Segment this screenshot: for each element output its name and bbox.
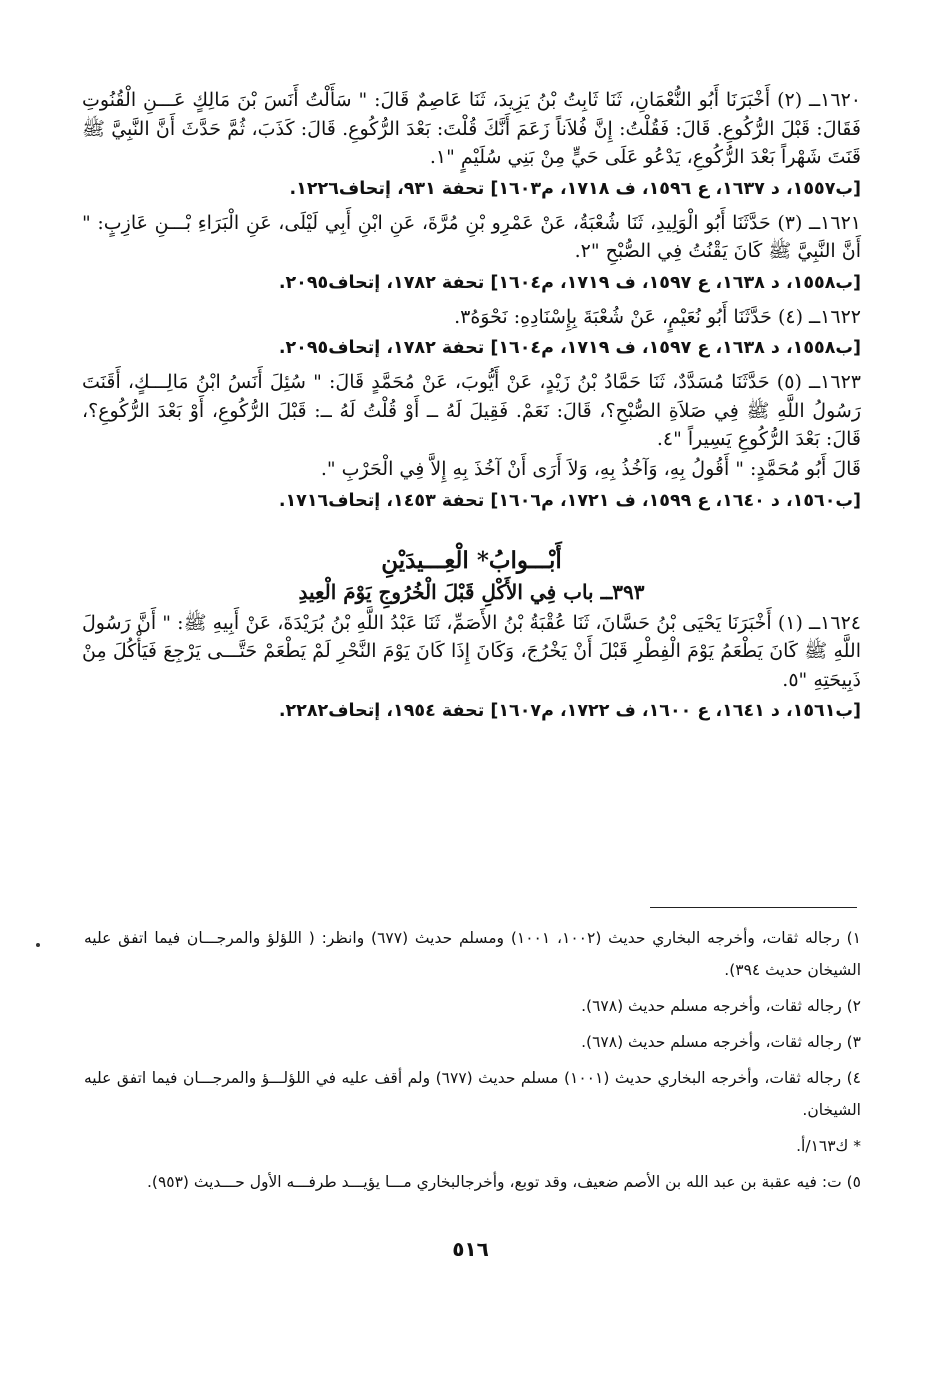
- footnotes: [84, 922, 861, 1202]
- hadith-1624-text: ١٦٢٤ــ (١) أَخْبَرَنَا يَحْيَى بْنُ حَسَّانَ، ثَنَا عُقْبَةُ بْنُ الأَصَمِّ، ثَنَا عَبْدُ اللَّهِ بْنُ بُرَيْدَةَ، عَنْ أَبِيهِ ﷺ: " أَنَّ رَسُولَ اللَّهِ ﷺ كَانَ يَطْعَمُ يَوْمَ الْفِطْرِ قَبْلَ أَنْ يَخْرُجَ، وَكَانَ إِذَا كَانَ يَوْمَ النَّحْرِ لَمْ يَطْعَمْ حَتَّـــى يَرْجِعَ فَيَأْكُلَ مِنْ ذَبِيحَتِهِ "٥.: [82, 611, 861, 691]
- hadith-1622-text: ١٦٢٢ــ (٤) حَدَّثَنَا أَبُو نُعَيْمٍ، عَنْ شُعْبَةَ بِإِسْنَادِهِ: نَحْوَهُ٣.: [454, 305, 861, 328]
- hadith-1620-text: ١٦٢٠ــ (٢) أَخْبَرَنَا أَبُو النُّعْمَانِ، ثَنَا ثَابِتُ بْنُ يَزِيدَ، ثَنَا عَاصِمٌ قَالَ: " سَأَلْتُ أَنَسَ بْنَ مَالِكٍ عَـــنِ الْقُنُوتِ فَقَالَ: قَبْلَ الرُّكُوعِ. قَالَ: فَقُلْتُ: إِنَّ فُلاَناً زَعَمَ أَنَّكَ قُلْتَ: بَعْدَ الرُّكُوعِ. قَالَ: كَذَبَ، ثُمَّ حَدَّثَ أَنَّ النَّبِيَّ ﷺ قَنَتَ شَهْراً بَعْدَ الرُّكُوعِ، يَدْعُو عَلَى حَيٍّ مِنْ بَنِي سُلَيْمٍ "١.: [82, 89, 861, 168]
- page-number: ٥١٦: [452, 1237, 489, 1261]
- scan-speck: [36, 943, 40, 947]
- footnote-manuscript-note: * ك١٦٣/أ.: [796, 1137, 861, 1155]
- hadith-1620-references: [ب١٥٥٧، د ١٦٣٧، ع ١٥٩٦، ف ١٧١٨، م١٦٠٣] تحفة ٩٣١، إتحاف١٢٢٦.: [289, 178, 861, 199]
- hadith-1623-text: ١٦٢٣ــ (٥) حَدَّثَنَا مُسَدَّدٌ، ثَنَا حَمَّادُ بْنُ زَيْدٍ، عَنْ أَيُّوبَ، عَنْ مُحَمَّدٍ قَالَ: " سُئِلَ أَنَسُ ابْنُ مَالِـــكٍ، أَقَنَتَ رَسُولُ اللَّهِ ﷺ فِي صَلاَةِ الصُّبْحِ؟، قَالَ: نَعَمْ. فَقِيلَ لَهُ ــ أَوْ قُلْتُ لَهُ ــ: قَبْلَ الرُّكُوعِ، أَوْ بَعْدَ الرُّكُوعِ؟، قَالَ: بَعْدَ الرُّكُوعِ يَسِيراً "٤.: [82, 371, 861, 450]
- chapter-title: أَبْـــوابُ* الْعِـــيدَيْنِ: [381, 546, 562, 574]
- hadith-1623-references: [ب١٥٦٠، د ١٦٤٠، ع ١٥٩٩، ف ١٧٢١، م١٦٠٦] تحفة ١٤٥٣، إتحاف١٧١٦.: [278, 490, 861, 511]
- section-title: ٣٩٣ــ باب فِي الأَكْلِ قَبْلَ الْخُرُوجِ يَوْمَ الْعِيدِ: [298, 579, 645, 604]
- footnote-2: ٢) رجاله ثقات، وأخرجه مسلم حديث (٦٧٨).: [581, 997, 861, 1015]
- hadith-1624-references: [ب١٥٦١، د ١٦٤١، ع ١٦٠٠، ف ١٧٢٢، م١٦٠٧] تحفة ١٩٥٤، إتحاف٢٢٨٢.: [278, 701, 861, 721]
- footnote-1: ١) رجاله ثقات، وأخرجه البخاري حديث (١٠٠٢، ١٠٠١) ومسلم حديث (٦٧٧) وانظر: ( اللؤلؤ والمرجـــان فيما اتفق عليه الشيخان حديث ٣٩٤).: [84, 929, 861, 979]
- footnote-separator: [650, 907, 857, 908]
- hadith-1623-comment: قَالَ أَبُو مُحَمَّدٍ: " أَقُولُ بِهِ، وَآخُذُ بِهِ، وَلاَ أَرَى أَنْ آخُذَ بِهِ إِلاَّ فِي الْحَرْبِ ".: [320, 458, 861, 480]
- footnote-4: ٤) رجاله ثقات، وأخرجه البخاري حديث (١٠٠١) مسلم حديث (٦٧٧) ولم أقف عليه في اللؤلـــؤ والمرجـــان فيما اتفق عليه الشيخان.: [84, 1069, 861, 1119]
- footnote-3: ٣) رجاله ثقات، وأخرجه مسلم حديث (٦٧٨).: [581, 1033, 861, 1051]
- hadith-1621-text: ١٦٢١ــ (٣) حَدَّثَنَا أَبُو الْوَلِيدِ، ثَنَا شُعْبَةُ، عَنْ عَمْرِو بْنِ مُرَّةَ، عَنِ ابْنِ أَبِي لَيْلَى، عَنِ الْبَرَاءِ بْـــنِ عَازِبٍ: " أَنَّ النَّبِيَّ ﷺ كَانَ يَقْنُتُ فِي الصُّبْحِ "٢.: [82, 211, 861, 262]
- footnote-5: ٥) ت: فيه عقبة بن عبد الله بن الأصم ضعيف، وقد توبع، وأخرجالبخاري مـــا يؤيـــد طرفـــه الأول حـــديث (٩٥٣).: [146, 1173, 861, 1191]
- hadith-1621-references: [ب١٥٥٨، د ١٦٣٨، ع ١٥٩٧، ف ١٧١٩، م١٦٠٤] تحفة ١٧٨٢، إتحاف٢٠٩٥.: [278, 272, 861, 293]
- hadith-1622-references: [ب١٥٥٨، د ١٦٣٨، ع ١٥٩٧، ف ١٧١٩، م١٦٠٤] تحفة ١٧٨٢، إتحاف٢٠٩٥.: [278, 338, 861, 358]
